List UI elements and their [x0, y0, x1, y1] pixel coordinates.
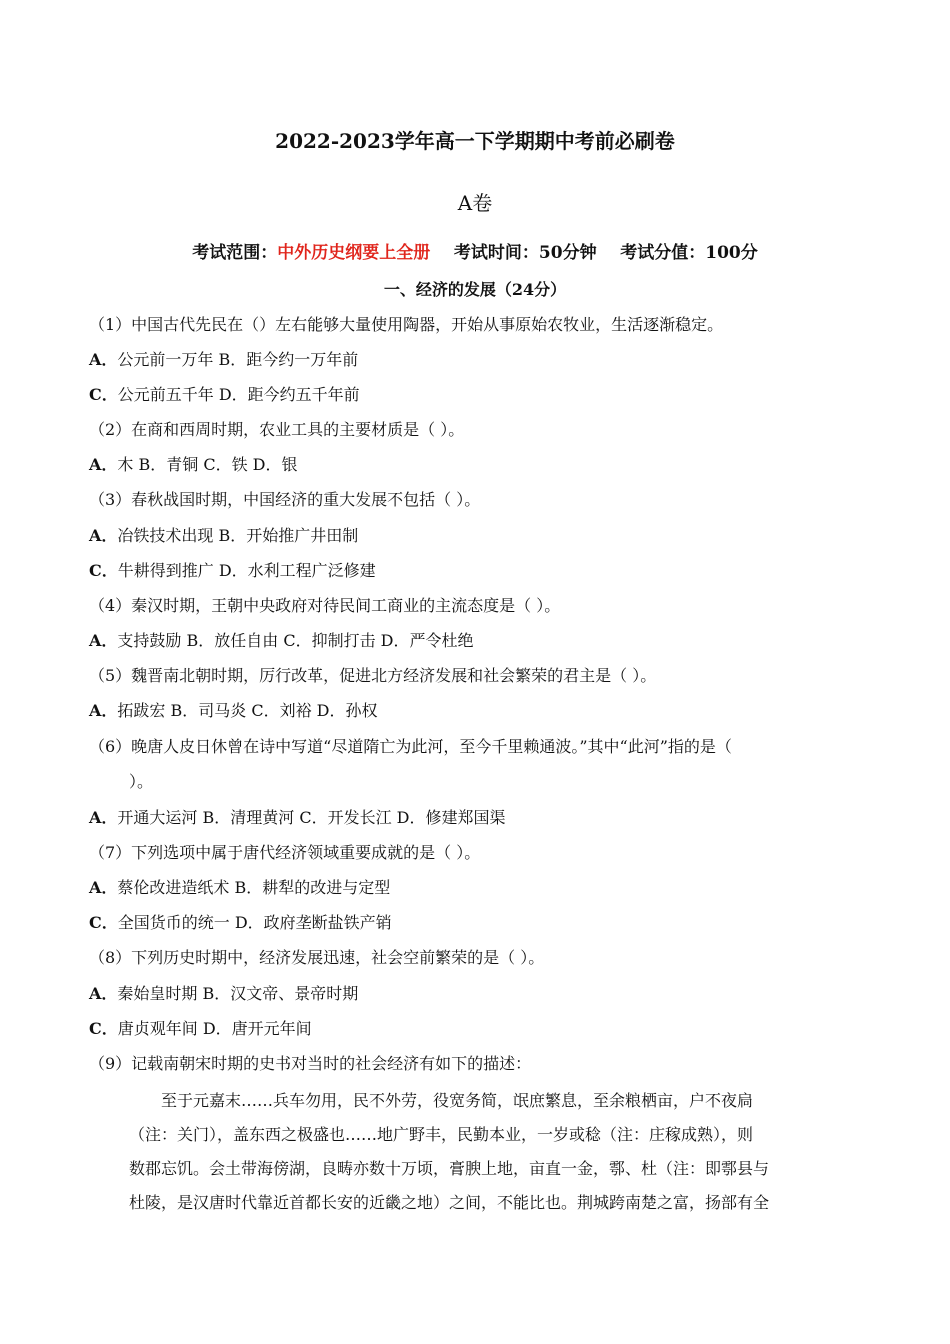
question-3-options-row-1: A．冶铁技术出现 B．开始推广井田制 — [89, 526, 359, 545]
question-7-options-row-2: C．全国货币的统一 D．政府垄断盐铁产销 — [89, 913, 392, 932]
exam-time: 考试时间：50分钟 — [453, 243, 597, 263]
question-5-options-row-1: A．拓跋宏 B．司马炎 C．刘裕 D．孙权 — [89, 701, 378, 720]
question-6-options-row-1: A．开通大运河 B．清理黄河 C．开发长江 D．修建郑国渠 — [89, 808, 506, 827]
page-subtitle: A卷 — [457, 191, 493, 215]
section-heading: 一、经济的发展（24分） — [383, 280, 567, 299]
question-7: （7）下列选项中属于唐代经济领域重要成就的是（ ）。 — [89, 843, 481, 862]
question-3: （3）春秋战国时期，中国经济的重大发展不包括（ ）。 — [89, 490, 481, 509]
question-5: （5）魏晋南北朝时期，厉行改革，促进北方经济发展和社会繁荣的君主是（ ）。 — [89, 666, 657, 685]
question-3-options-row-2: C．牛耕得到推广 D．水利工程广泛修建 — [89, 561, 376, 580]
passage-line-4: 杜陵，是汉唐时代靠近首都长安的近畿之地）之间，不能比也。荆城跨南楚之富，扬部有全 — [129, 1193, 770, 1212]
question-8-options-row-1: A．秦始皇时期 B．汉文帝、景帝时期 — [89, 984, 359, 1003]
exam-score: 考试分值：100分 — [620, 243, 758, 263]
question-9: （9）记载南朝宋时期的史书对当时的社会经济有如下的描述： — [89, 1054, 532, 1073]
page-title: 2022-2023学年高一下学期期中考前必刷卷 — [275, 129, 675, 153]
passage-line-1: 至于元嘉末……兵车勿用，民不外劳，役宽务简，氓庶繁息，至余粮栖亩，户不夜扃 — [161, 1091, 754, 1110]
question-6-continuation: ）。 — [129, 772, 154, 791]
question-4-options-row-1: A．支持鼓励 B．放任自由 C．抑制打击 D．严令杜绝 — [89, 631, 474, 650]
question-1: （1）中国古代先民在（）左右能够大量使用陶器，开始从事原始农牧业，生活逐渐稳定。 — [89, 315, 724, 334]
exam-info — [0, 243, 950, 263]
question-7-options-row-1: A．蔡伦改进造纸术 B．耕犁的改进与定型 — [89, 878, 391, 897]
passage-line-2: （注：关门），盖东西之极盛也……地广野丰，民勤本业，一岁或稔（注：庄稼成熟），则 — [129, 1125, 754, 1144]
question-6: （6）晚唐人皮日休曾在诗中写道“尽道隋亡为此河，至今千里赖通波。”其中“此河”指的是（ — [89, 737, 732, 756]
exam-range-label: 考试范围： — [192, 243, 278, 263]
question-8: （8）下列历史时期中，经济发展迅速，社会空前繁荣的是（ ）。 — [89, 948, 545, 967]
question-2: （2）在商和西周时期，农业工具的主要材质是（ ）。 — [89, 420, 465, 439]
question-1-options-row-1: A．公元前一万年 B．距今约一万年前 — [89, 350, 359, 369]
question-9-passage — [129, 1084, 805, 1220]
passage-line-3: 数郡忘饥。会土带海傍湖，良畴亦数十万顷，膏腴上地，亩直一金，鄠、杜（注：即鄠县与 — [129, 1159, 770, 1178]
question-1-options-row-2: C．公元前五千年 D．距今约五千年前 — [89, 385, 360, 404]
exam-range-value: 中外历史纲要上全册 — [277, 243, 431, 263]
question-4: （4）秦汉时期，王朝中央政府对待民间工商业的主流态度是（ ）。 — [89, 596, 561, 615]
question-2-options-row-1: A．木 B．青铜 C．铁 D．银 — [89, 455, 298, 474]
question-8-options-row-2: C．唐贞观年间 D．唐开元年间 — [89, 1019, 312, 1038]
